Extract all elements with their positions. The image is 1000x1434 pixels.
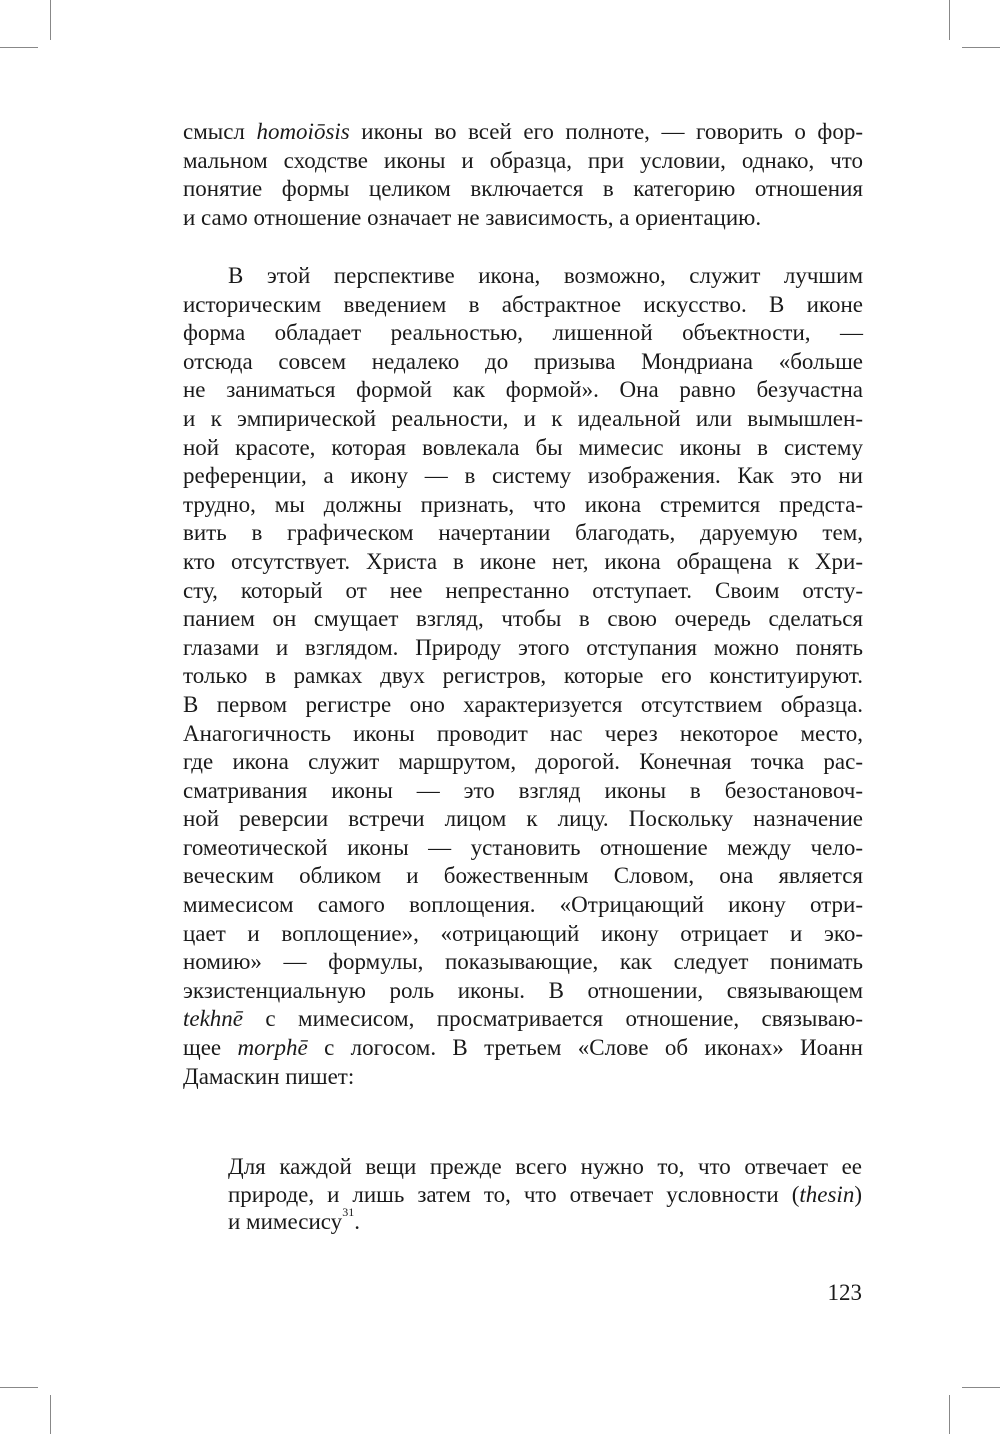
text-line: [183, 834, 863, 863]
text-run: Для каждой вещи прежде всего нужно то, что отвечает ее: [228, 1154, 862, 1179]
text-run: и мимесису: [228, 1209, 343, 1235]
text-line: [183, 805, 863, 834]
text-line: [183, 491, 863, 520]
crop-mark: [0, 1387, 38, 1388]
paragraph-continued: [183, 118, 863, 232]
text-run: с мимесисом, просматривается отношение, связываю-: [243, 1006, 863, 1032]
crop-mark: [50, 1395, 51, 1434]
italic-term: thesin: [799, 1181, 855, 1207]
text-run: мимесисом самого воплощения. «Отрицающий икону отри-: [183, 892, 863, 918]
text-run: панием он смущает взгляд, чтобы в свою очередь сделаться: [183, 606, 863, 632]
text-line: [183, 720, 863, 749]
text-run: номию» — формулы, показывающие, как следует понимать: [183, 949, 863, 975]
text-line: [183, 175, 863, 204]
text-run: и само отношение означает не зависимость, а ориентацию.: [183, 204, 762, 230]
text-run: .: [354, 1209, 360, 1235]
text-run: отсюда совсем недалеко до призыва Мондриана «больше: [183, 348, 863, 374]
text-run: В этой перспективе икона, возможно, служит лучшим: [228, 263, 863, 288]
text-line: [183, 662, 863, 691]
text-run: понятие формы целиком включается в категорию отношения: [183, 176, 863, 202]
text-line: [183, 405, 863, 434]
text-line: [183, 605, 863, 634]
crop-mark: [0, 47, 38, 48]
text-run: иконы во всей его полноте, — говорить о фор-: [349, 119, 863, 144]
page-number: 123: [827, 1280, 862, 1305]
text-run: смысл: [183, 119, 257, 144]
text-run: не заниматься формой как формой». Она равно безучастна: [183, 377, 863, 403]
text-run: ной реверсии встречи лицом к лицу. Поскольку назначение: [183, 806, 863, 832]
crop-mark: [962, 47, 1000, 48]
text-run: природе, и лишь затем то, что отвечает условности (: [228, 1181, 800, 1207]
text-line: [183, 891, 863, 920]
text-line: [183, 977, 863, 1006]
italic-term: tekhnē: [183, 1006, 244, 1032]
text-line: [183, 577, 863, 606]
text-line: [183, 291, 863, 320]
text-line: [183, 948, 863, 977]
text-run: только в рамках двух регистров, которые его конституируют.: [183, 663, 863, 689]
text-run: кто отсутствует. Христа в иконе нет, икона обращена к Хри-: [183, 548, 863, 574]
text-run: Анагогичность иконы проводит нас через некоторое место,: [183, 720, 863, 746]
text-run: сматривания иконы — это взгляд иконы в безостановоч-: [183, 777, 863, 803]
text-run: форма обладает реальностью, лишенной объектности, —: [183, 320, 863, 346]
text-run: экзистенциальную роль иконы. В отношении, связывающем: [183, 977, 863, 1003]
text-run: щее: [183, 1035, 238, 1061]
text-line: [183, 920, 863, 949]
text-run: гомеотической иконы — установить отношение между чело-: [183, 834, 863, 860]
text-line: [183, 376, 863, 405]
text-run: Дамаскин пишет:: [183, 1063, 355, 1089]
block-quote: [228, 1153, 862, 1236]
text-line: [183, 519, 863, 548]
text-run: ): [854, 1181, 862, 1207]
text-run: вить в графическом начертании благодать, даруемую тем,: [183, 520, 863, 546]
text-line: [183, 147, 863, 176]
text-line: [183, 634, 863, 663]
text-line: [183, 262, 863, 291]
text-run: где икона служит маршрутом, дорогой. Конечная точка рас-: [183, 749, 863, 775]
crop-mark: [949, 0, 950, 40]
text-line: [183, 1005, 863, 1034]
text-line: [183, 1034, 863, 1063]
crop-mark: [949, 1395, 950, 1434]
text-line: [183, 348, 863, 377]
text-line: [183, 118, 863, 147]
text-run: историческим введением в абстрактное искусство. В иконе: [183, 291, 863, 317]
text-line: [183, 777, 863, 806]
text-run: цает и воплощение», «отрицающий икону отрицает и эко-: [183, 920, 863, 946]
text-line: [183, 862, 863, 891]
text-run: веческим обликом и божественным Словом, она является: [183, 863, 863, 889]
text-line: [228, 1205, 862, 1236]
text-line: [183, 748, 863, 777]
text-run: и к эмпирической реальности, и к идеальной или вымышлен-: [183, 405, 863, 431]
crop-mark: [962, 1387, 1000, 1388]
text-run: ной красоте, которая вовлекала бы мимесис иконы в систему: [183, 434, 863, 460]
paragraph-main: [183, 262, 863, 1091]
text-line: [228, 1153, 862, 1181]
text-line: [183, 204, 863, 233]
text-line: [228, 1181, 862, 1209]
text-run: с логосом. В третьем «Слове об иконах» Иоанн: [307, 1035, 863, 1061]
text-line: [183, 319, 863, 348]
italic-term: morphē: [237, 1035, 308, 1061]
italic-term: homoiōsis: [256, 119, 350, 144]
text-line: [183, 691, 863, 720]
text-line: [183, 548, 863, 577]
text-run: референции, а икону — в систему изображения. Как это ни: [183, 463, 863, 489]
text-line: [183, 1063, 863, 1092]
text-line: [183, 434, 863, 463]
crop-mark: [50, 0, 51, 40]
text-run: глазами и взглядом. Природу этого отступания можно понять: [183, 634, 863, 660]
text-run: В первом регистре оно характеризуется отсутствием образца.: [183, 691, 863, 717]
text-line: [183, 462, 863, 491]
text-run: мальном сходстве иконы и образца, при условии, однако, что: [183, 147, 863, 173]
footnote-ref: 31: [342, 1205, 355, 1220]
text-run: сту, который от нее непрестанно отступает. Своим отсту-: [183, 577, 863, 603]
text-run: трудно, мы должны признать, что икона стремится предста-: [183, 491, 863, 517]
